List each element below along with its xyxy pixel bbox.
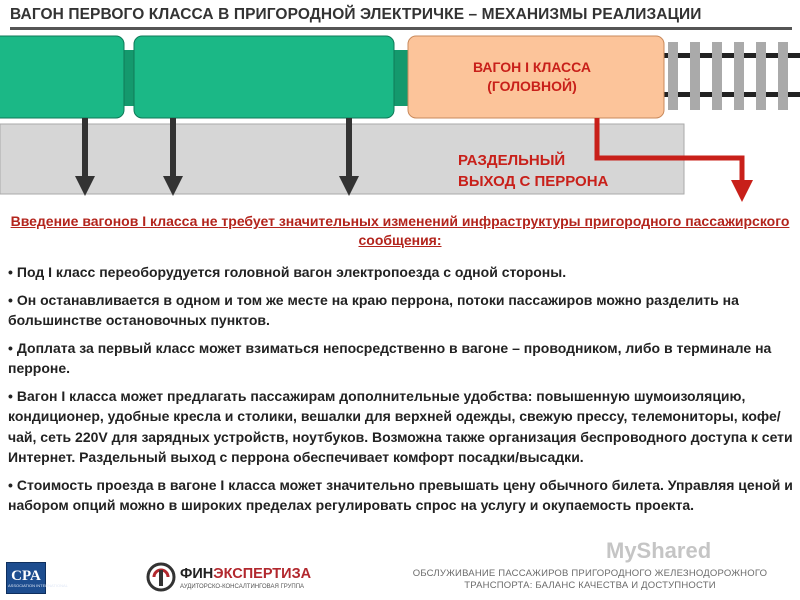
watermark: MyShared (606, 538, 712, 563)
train-platform-diagram (0, 0, 800, 210)
bullet-item (8, 386, 796, 468)
car-label-line2: (ГОЛОВНОЙ) (487, 78, 577, 94)
bullet-list (8, 262, 796, 523)
cpa-logo (6, 562, 46, 594)
exit-label-line2: ВЫХОД С ПЕРРОНА (458, 173, 609, 190)
regular-car-1 (0, 36, 124, 118)
railway-track (664, 42, 800, 110)
bullet-marker: • (8, 476, 13, 493)
finexpertiza-name (180, 566, 311, 582)
fin-name-part2: ЭКСПЕРТИЗА (213, 566, 312, 582)
bullet-text: Вагон I класса может предлагать пассажирам дополнительные удобства: повышенную шумоизоляцию, кондиционер, удобные кресла и столики, вешалки для верхней одежды, свежую прессу, телемониторы, кофе/чай, сеть 220V для зарядных устройств, ноутбуков. Возможна также организация беспроводного доступа к сети Интернет. Раздельный выход с перрона обеспечивает комфорт посадки/высадки. (8, 387, 793, 465)
bullet-marker: • (8, 264, 13, 280)
footer-caption (400, 568, 780, 592)
bullet-text: Доплата за первый класс может взиматься непосредственно в вагоне – проводником, либо в терминале на перроне. (8, 339, 772, 376)
cpa-logo-text: CPA (11, 568, 41, 584)
bullet-item (8, 290, 796, 331)
cpa-logo-subtitle: ASSOCIATION INTERNATIONAL (8, 583, 68, 588)
bullet-marker: • (8, 339, 13, 356)
bullet-marker: • (8, 387, 13, 404)
bullet-item (8, 338, 796, 379)
car-label-line1: ВАГОН I КЛАССА (472, 59, 592, 75)
bullet-marker: • (8, 291, 13, 308)
footer (0, 538, 800, 600)
bullet-text: Он останавливается в одном и том же месте на краю перрона, потоки пассажиров можно разделить на большинстве остановочных пунктов. (8, 291, 739, 328)
exit-label-line1: РАЗДЕЛЬНЫЙ (458, 152, 566, 169)
bullet-item (8, 475, 796, 516)
bullet-item (8, 262, 796, 283)
bullet-text: Под I класс переоборудуется головной вагон электропоезда с одной стороны. (16, 264, 567, 280)
intro-statement: Введение вагонов I класса не требует значительных изменений инфраструктуры пригородного пассажирского сообщения: (10, 213, 790, 248)
regular-car-2 (134, 36, 394, 118)
slide-title: ВАГОН ПЕРВОГО КЛАССА В ПРИГОРОДНОЙ ЭЛЕКТРИЧКЕ – МЕХАНИЗМЫ РЕАЛИЗАЦИИ (10, 6, 792, 30)
separate-exit-label (458, 150, 678, 192)
fin-name-part1: ФИН (180, 566, 214, 582)
footer-caption-line1: ОБСЛУЖИВАНИЕ ПАССАЖИРОВ ПРИГОРОДНОГО ЖЕЛЕЗНОДОРОЖНОГО (412, 568, 768, 579)
first-class-car-label (420, 58, 644, 96)
finexpertiza-subtitle: АУДИТОРСКО-КОНСАЛТИНГОВАЯ ГРУППА (180, 584, 305, 590)
finexpertiza-logo-icon (146, 562, 176, 592)
bullet-text: Стоимость проезда в вагоне I класса может значительно превышать цену обычного билета. Управляя ценой и набором опций можно в широких пределах регулировать спрос на услугу и окупаемость проекта. (8, 476, 793, 513)
footer-caption-line2: ТРАНСПОРТА: БАЛАНС КАЧЕСТВА И ДОСТУПНОСТИ (464, 580, 716, 591)
